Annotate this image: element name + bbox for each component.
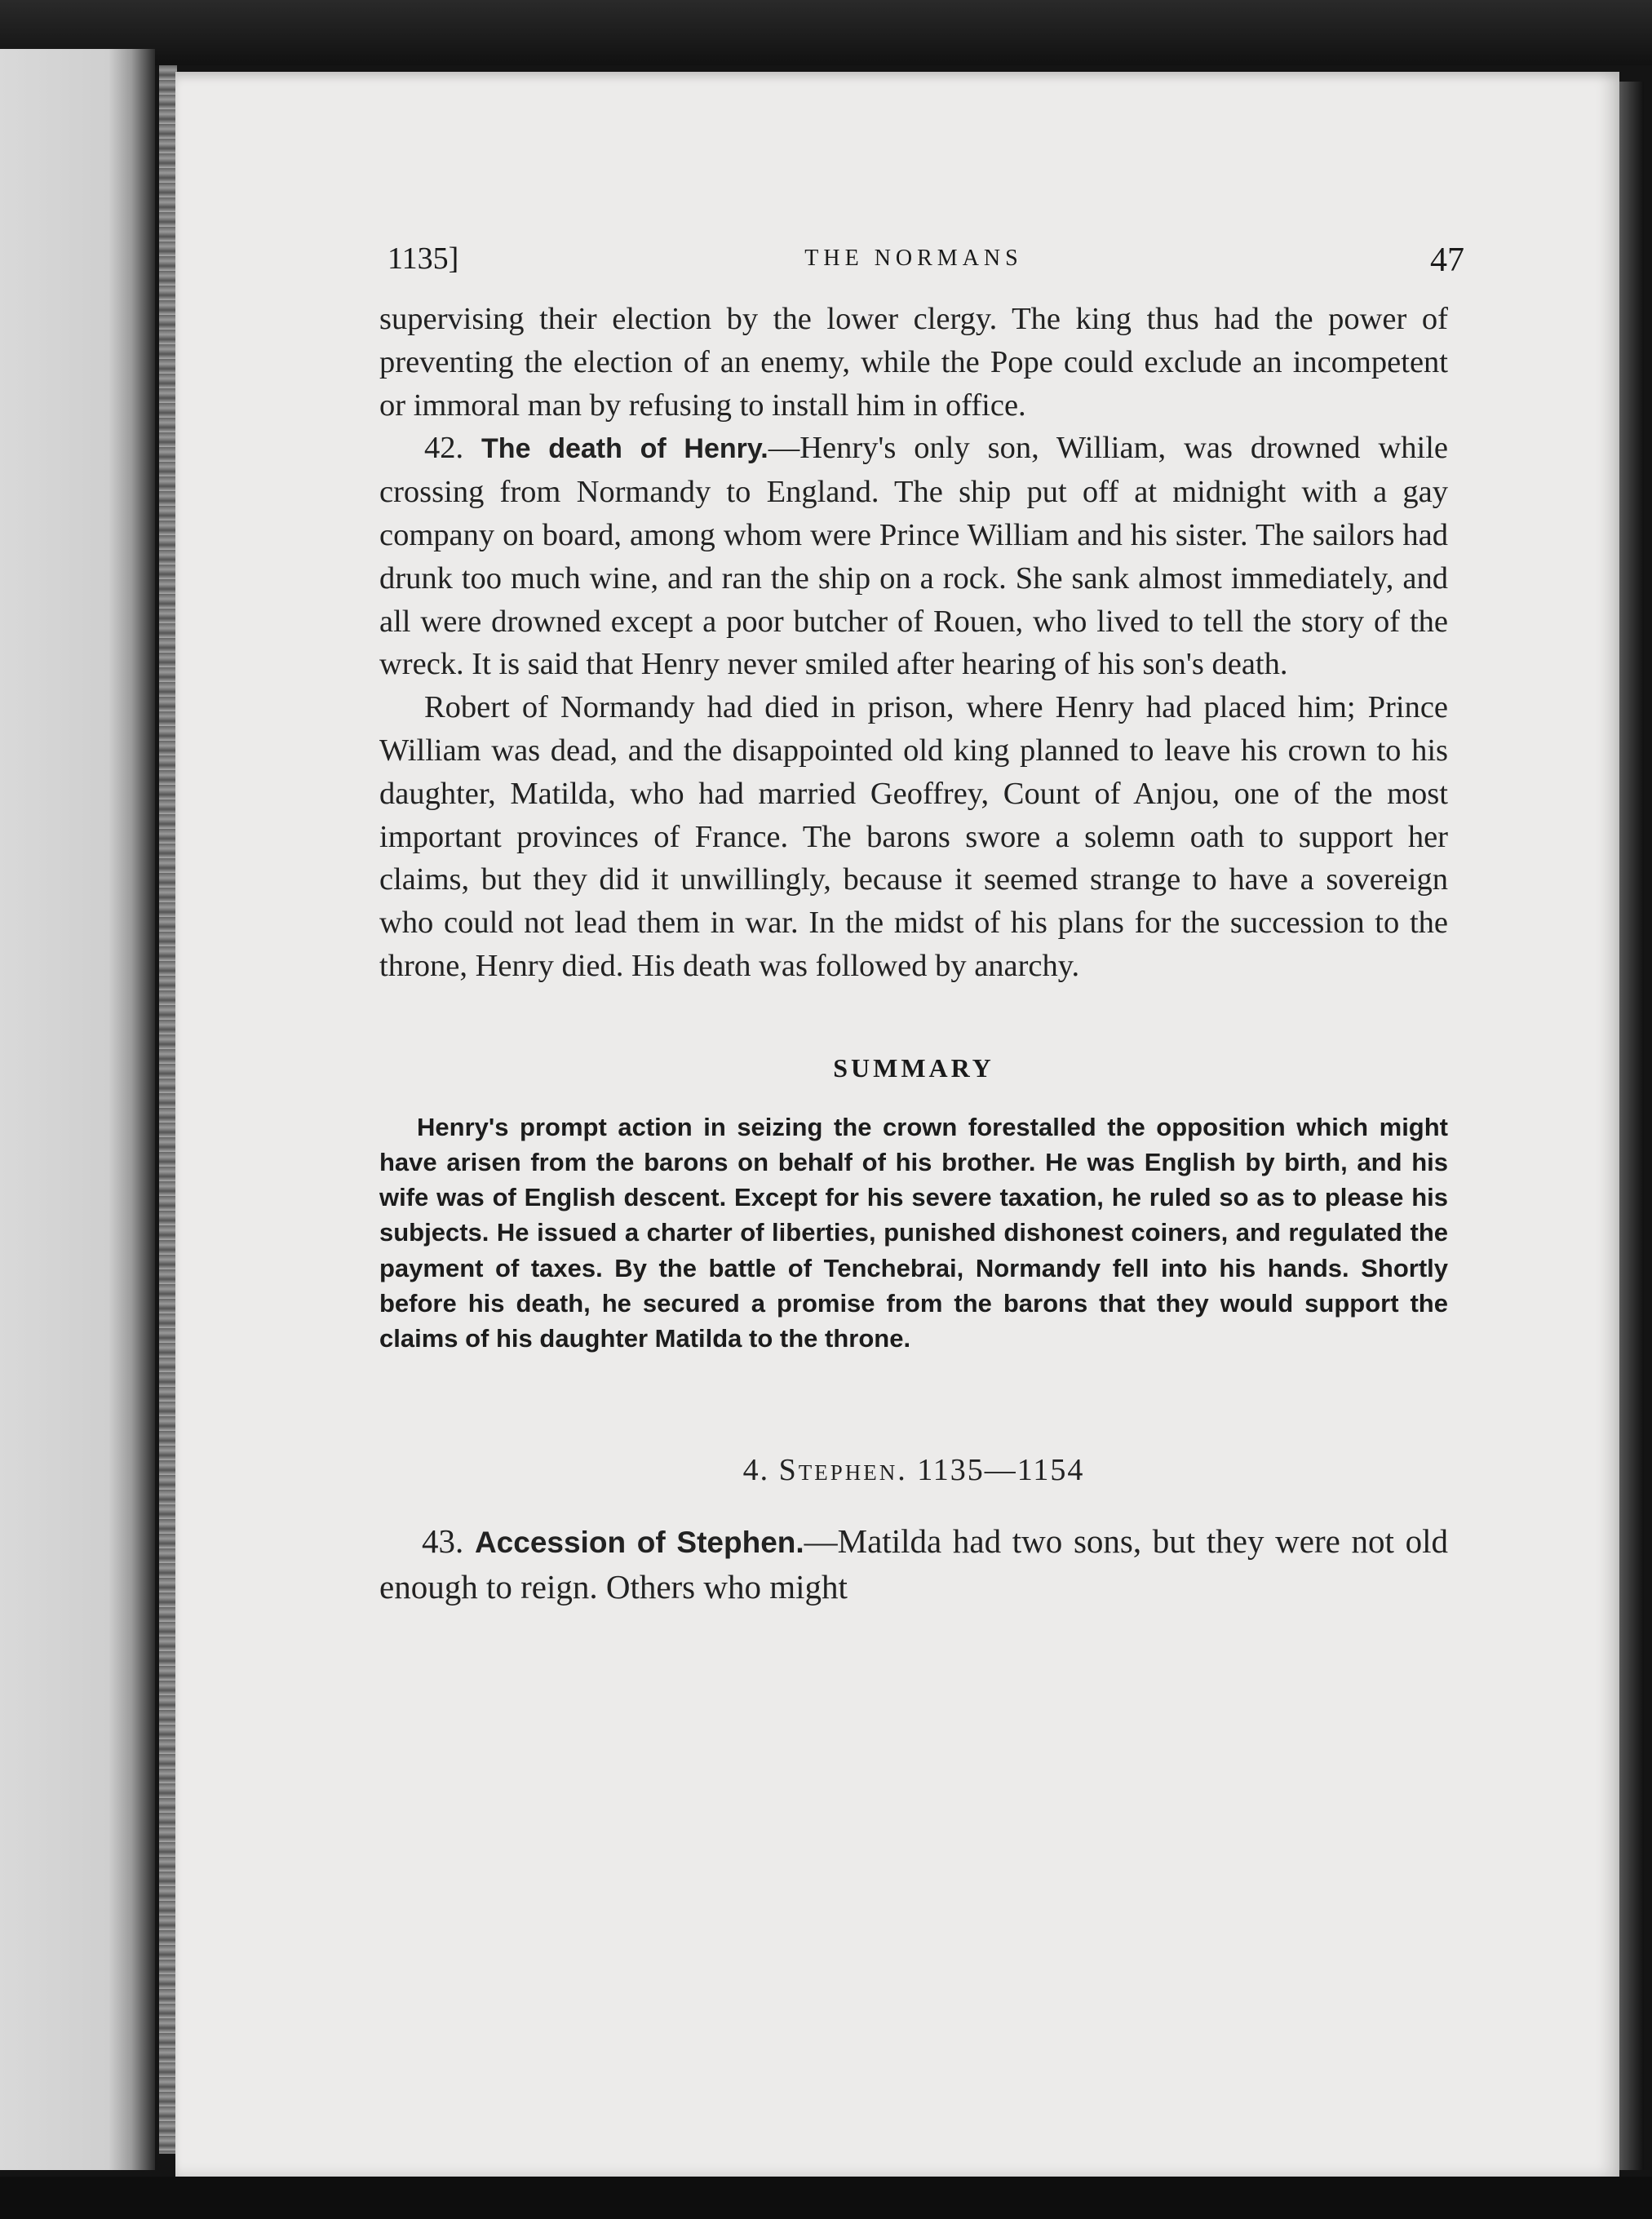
- page-right-edge: [1619, 82, 1644, 2170]
- paragraph-continued: supervising their election by the lower clergy. The king thus had the power of preventing the election of an enemy, while the Pope could exclude an incompetent or immoral man by refusing to install him in office.: [379, 302, 1448, 423]
- section-42-number: 42.: [424, 431, 464, 466]
- running-head-title: THE NORMANS: [804, 246, 1023, 271]
- scan-bottom-border: [0, 2177, 1652, 2219]
- facing-page-edge: [0, 49, 155, 2170]
- running-head: [379, 241, 1464, 298]
- section-43-text: —Matilda had two sons, but they were not old enough to reign. Others who might: [379, 1522, 1449, 1606]
- book-gutter: [159, 65, 177, 2154]
- chapter-number: 4.: [742, 1453, 770, 1488]
- scan-top-border: [0, 0, 1652, 65]
- chapter-heading: [379, 1452, 1448, 1488]
- paragraph-robert: Robert of Normandy had died in prison, where Henry had placed him; Prince William was dead, and the disappointed old king planned to leave his crown to his daughter, Matilda, who had married Geoffrey, Count of Anjou, one of the most important provinces of France. The barons swore a solemn oath to support her claims, but they did it unwillingly, because it seemed strange to have a sovereign who could not lead them in war. In the midst of his plans for the succession to the throne, Henry died. His death was followed by anarchy.: [379, 690, 1448, 983]
- summary-heading: SUMMARY: [833, 1052, 994, 1083]
- section-42-text: —Henry's only son, William, was drowned while crossing from Normandy to England. The ship put off at midnight with a gay company on board, among whom were Prince William and his sister. The sailors had drunk too much wine, and ran the ship on a rock. She sank almost immediately, and all were drowned except a poor butcher of Rouen, who lived to tell the story of the wreck. It is said that Henry never smiled after hearing of his son's death.: [379, 431, 1448, 682]
- chapter-name: Stephen.: [778, 1453, 908, 1488]
- page-number: 47: [1430, 241, 1464, 279]
- section-43-paragraph: [379, 1519, 1448, 1609]
- section-43-title: Accession of Stephen.: [474, 1526, 804, 1560]
- section-42-title: The death of Henry.: [481, 433, 768, 465]
- section-42-paragraph: [379, 427, 1448, 686]
- summary-text: Henry's prompt action in seizing the crown forestalled the opposition which might have arisen from the barons on behalf of his brother. He was English by birth, and his wife was of English descent. Except for his severe taxation, he ruled so as to please his subjects. He issued a charter of liberties, punished dishonest coiners, and regulated the payment of taxes. By the battle of Tenchebrai, Normandy fell into his hands. Shortly before his death, he secured a promise from the barons that they would support the claims of his daughter Matilda to the throne.: [379, 1112, 1448, 1353]
- running-head-year: 1135]: [388, 241, 459, 276]
- chapter-dates: 1135—1154: [917, 1453, 1085, 1488]
- page-content: [379, 241, 1464, 1642]
- section-43-number: 43.: [422, 1522, 464, 1561]
